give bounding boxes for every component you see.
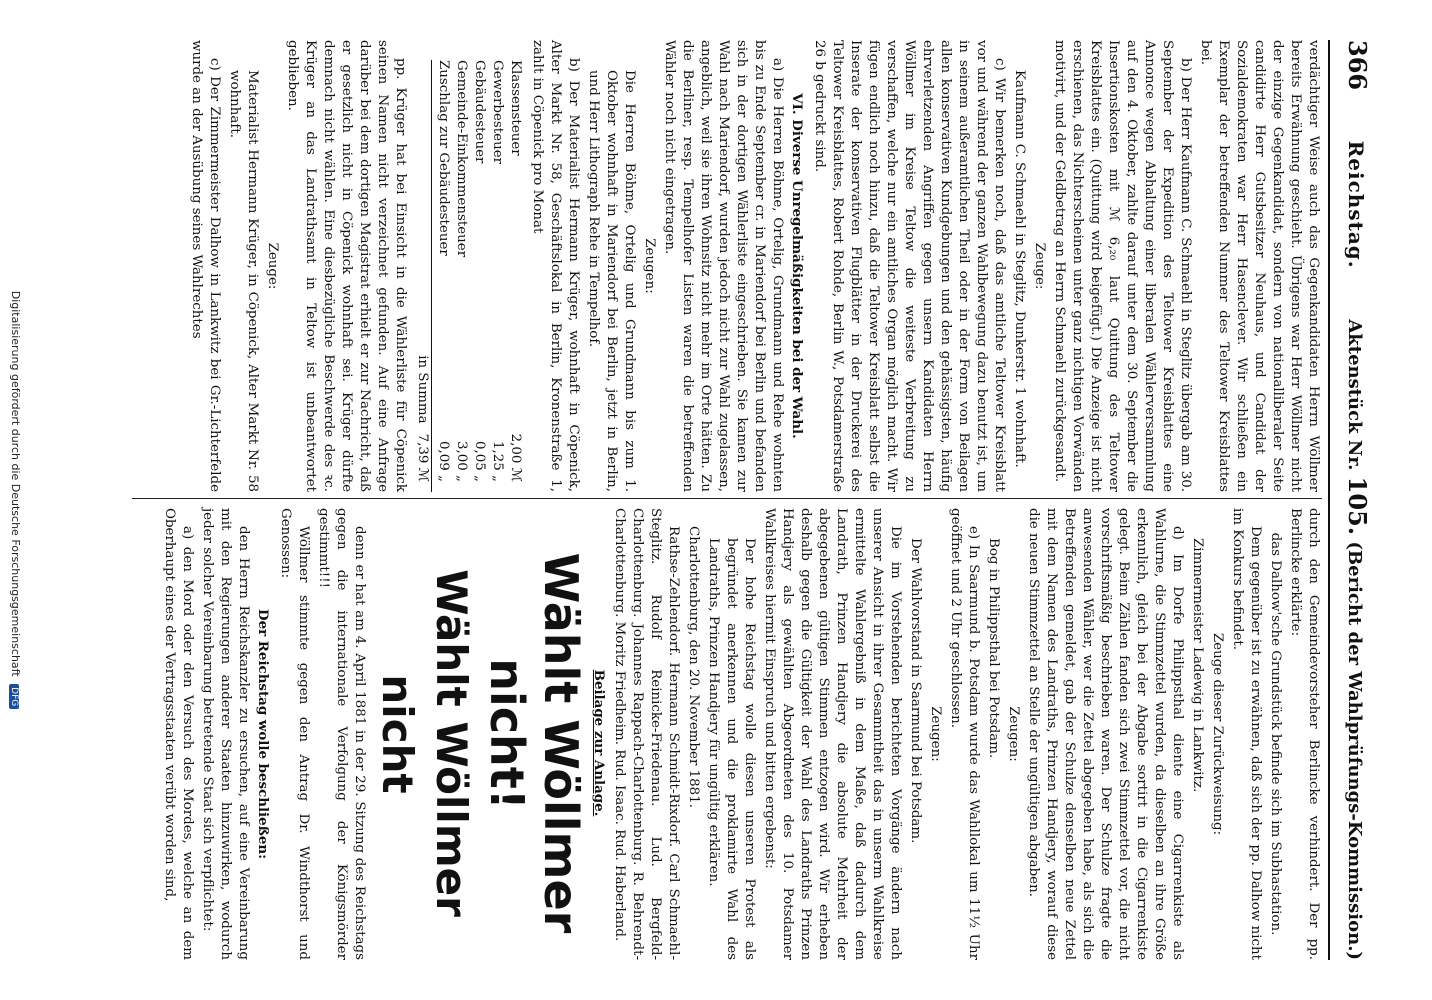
paragraph: durch den Gemeindevorsteher Berlincke verhindert. Der pp. Berlincke erklärte: bbox=[1288, 508, 1321, 960]
petition: Der hohe Reichstag wolle diesen unseren Protest als begründet anerkennen und die proklamirte Wahl des Landraths, Prinzen Handjery für ungültig erklären. bbox=[706, 538, 757, 960]
document-number: 105. bbox=[1343, 476, 1372, 536]
paragraph: c) Wir bemerken noch, daß das amtliche Teltower Kreisblatt vor und während der ganzen Wahlbewegung dazu benutzt ist, um in seinem außeramtlichen Theil oder in der Form von Beilagen allen konservativen Kundgebungen und den gehässigsten, häufig ehrverletzenden Angriffen gegen unsern Kandidaten Herrn Wöllmer im Kreise Teltow die weiteste Verbreitung zu verschaffen, welche nur ein amtliches Organ möglich macht. Wir fügen endlich noch hinzu, daß die Teltower Kreisblatt selbst die Inserate der konservativen Flugblätter in der Druckerei des Teltower Kreisblattes, Robert Rohde, Berlin W., Potsdamerstraße 26 b gedruckt sind. bbox=[812, 40, 1007, 492]
tax-total-label: in Summa bbox=[415, 355, 430, 424]
appendix-heading: Beilage zur Anlage. bbox=[591, 669, 607, 817]
tax-amount: 3,00 „ bbox=[454, 440, 469, 482]
right-column bbox=[158, 508, 1322, 960]
paragraph: a) den Mord oder den Versuch des Mordes, welche an dem Oberhaupt eines der Vertragsstaaten verübt worden sind, bbox=[162, 508, 195, 960]
tax-label: Gebäudesteuer bbox=[472, 60, 487, 164]
paragraph: b) Der Materialist Hermann Krüger, wohnhaft in Cöpenick, Alter Markt Nr. 58, Geschäftslokal in Berlin, Kronenstraße 1, zahlt in Cöpenick pro Monat bbox=[530, 40, 581, 492]
document-subtitle: (Bericht der Wahlprüfungs-Kommission.) bbox=[1344, 541, 1365, 960]
tax-row bbox=[506, 60, 524, 492]
digitization-text: Digitalisierung gefördert durch die Deutsche Forschungsgemeinschaft bbox=[9, 290, 22, 677]
witness: Materialist Hermann Krüger, in Cöpenick, Alter Markt Nr. 58 wohnhaft. bbox=[227, 70, 260, 492]
column-divider bbox=[132, 498, 1322, 499]
paragraph: a) Die Herren Böhme, Ortelig, Grundmann und Rehe wohnten bis zu Ende September cr. in Mariendorf bei Berlin und befanden sich in der dortigen Wählerliste eingeschrieben. Sie kamen zur Wahl nach Mariendorf, wurden jedoch nicht zur Wahl zugelassen, angeblich, weil sie ihren Wohnsitz nicht mehr im Orte hätten. Zu die Berliner, resp. Tempelhofer Listen waren die betreffenden Wähler noch nicht eingetragen. bbox=[662, 40, 785, 492]
tax-table bbox=[413, 60, 524, 492]
document-label: Aktenstück Nr. bbox=[1344, 319, 1365, 471]
publication-name: Reichstag. bbox=[1344, 140, 1368, 269]
witness-label: Zeuge: bbox=[1032, 242, 1047, 290]
header-rule bbox=[1328, 40, 1330, 960]
tax-amount: 2,00 ℳ bbox=[508, 433, 523, 482]
signatories: Rathse-Zehlendorf. Hermann Schmidt-Rixdorf. Carl Schmaehl-Steglitz. Rudolf Reinicke-Friedenau. Lud. Bergfeld-Charlottenburg. Johannes Rappach-Charlottenburg. R. Behrendt-Charlottenburg. Moritz Friedheim. Rud. Isaac. Rud. Haberland. bbox=[612, 508, 681, 960]
paragraph: b) Der Herr Kaufmann C. Schmaehl in Steglitz übergab am 30. September der Expedition des Teltower Kreisblattes eine Annonce wegen Abhaltung einer liberalen Wählerversammlung auf den 4. Oktober, zahlte darauf unter dem 30. September die Insertionskosten mit ℳ 6,₂₀ laut Quittung des Teltower Kreisblattes ein. (Quittung wird beigefügt.) Die Anzeige ist nicht erschienen, das Nichterscheinen unter ganz nichtigen Vorwänden motivirt, und der Geldbetrag an Herrn Schmaehl zurückgesandt. bbox=[1052, 40, 1193, 492]
witness-label: Zeuge: bbox=[265, 242, 280, 290]
document-reference bbox=[1343, 319, 1372, 960]
witness: Bog in Philippsthal bei Potsdam. bbox=[986, 538, 1001, 759]
witness: Die Herren Böhme, Ortelig und Grundmann bis zum 1. Oktober wohnhaft in Mariendorf bei Berlin, jetzt in Berlin, und Herr Lithograph Rehe in Tempelhof. bbox=[586, 70, 637, 492]
witness-label: Zeuge dieser Zurückweisung: bbox=[1210, 632, 1225, 836]
paragraph: Dem gegenüber ist zu erwähnen, daß sich der pp. Dalhow nicht im Konkurs befindet. bbox=[1230, 508, 1263, 960]
digitization-note bbox=[9, 0, 22, 1000]
paragraph: verdächtiger Weise auch das Gegenkandidaten Herrn Wöllmer bereits Erwähnung geschieht. Übrigens war Herr Wöllmer nicht der einzige Gegenkandidat, sondern von nationalliberaler Seite candidirte Herr Gutsbesitzer Neuhaus, und Candidat der Sozialdemokraten war Herr Hasenclever. Wir schließen ein Exemplar der betreffenden Nummer des Teltower Kreisblattes bei. bbox=[1198, 40, 1321, 492]
left-column bbox=[185, 40, 1322, 492]
tax-label: Gewerbesteuer bbox=[490, 60, 505, 165]
paragraph: e) In Saarmund b. Potsdam wurde das Wahllokal um 11½ Uhr geöffnet und 2 Uhr geschlossen. bbox=[948, 508, 981, 960]
tax-total bbox=[413, 60, 432, 492]
dfg-logo: DFG bbox=[9, 684, 19, 709]
tax-label: Klassensteuer bbox=[508, 60, 523, 156]
tax-amount: 1,25 „ bbox=[490, 440, 505, 482]
tax-label: Gemeinde-Einkommensteuer bbox=[454, 60, 469, 258]
resolution-heading: Der Reichstag wolle beschließen: bbox=[255, 608, 271, 860]
paragraph: denn er hat am 4. April 1881 in der 29. Sitzung des Reichstags gegen die internationale Verfolgung der Königsmörder gestimmt!!! bbox=[316, 508, 367, 960]
tax-row bbox=[434, 60, 452, 492]
page-header bbox=[1332, 40, 1372, 960]
paragraph: d) Im Dorfe Philippsthal diente eine Cigarrenkiste als Wahlurne, die Stimmzettel wurden, da dieselben an ihre Größe erkennlich, gleich bei der Abgabe sortirt in die Cigarrenkiste gelegt. Beim Zählen fanden sich zwei Stimmzettel vor, die nicht vorschriftsmäßig beschrieben waren. Der Schulze fragte die anwesenden Wähler, wer die Zettel abgegeben habe, als sich die Betreffenden gemeldet, gab der Schulze denselben neue Zettel mit dem Namen des Landraths, Prinzen Handjery, worauf diese die neuen Stimmzettel an Stelle der ungültigen abgaben. bbox=[1026, 508, 1185, 960]
paragraph: pp. Krüger hat bei Einsicht in die Wählerliste für Cöpenick seinen Namen nicht verzeichnet gefunden. Auf eine Anfrage darüber bei dem dortigen Magistrat erhielt er zur Nachricht, daß er gesetzlich nicht in Cöpenick wohnhaft sei. Krüger dürfte demnach nicht wählen. Eine diesbezügliche Beschwerde des ꝛc. Krüger an das Landrathsamt in Teltow ist unbeantwortet geblieben. bbox=[285, 40, 408, 492]
witness-label: Zeugen: bbox=[928, 706, 943, 762]
tax-row bbox=[452, 60, 470, 492]
witness: Zimmermeister Ladewig in Lankwitz. bbox=[1190, 538, 1205, 793]
witness-label: Zeugen: bbox=[1006, 706, 1021, 762]
paragraph: Wöllmer stimmte gegen den Antrag Dr. Windthorst und Genossen: bbox=[278, 508, 311, 960]
witness: Kaufmann C. Schmaehl in Steglitz, Dunkerstr. 1 wohnhaft. bbox=[1012, 70, 1027, 468]
witness-label: Zeugen: bbox=[642, 238, 657, 294]
section-heading: VI. Diverse Unregelmäßigkeiten bei der Wahl. bbox=[789, 93, 805, 439]
tax-amount: 0,09 „ bbox=[436, 440, 451, 482]
witness: Der Wahlvorstand in Saarmund bei Potsdam. bbox=[908, 538, 923, 844]
headline-secondary: Wählt Wöllmer nicht bbox=[373, 569, 476, 917]
headline: Wählt Wöllmer nicht! bbox=[480, 552, 588, 934]
paragraph: den Herrn Reichskanzler zu ersuchen, auf eine Vereinbarung mit den Regierungen anderer Staaten hinzuwirken, wodurch jeder solcher Vereinbarung betretende Staat sich verpflichtet: bbox=[200, 508, 251, 960]
tax-row bbox=[470, 60, 488, 492]
quote: das Dalhow'sche Grundstück befinde sich im Subhastation. bbox=[1268, 532, 1283, 936]
paragraph: c) Der Zimmermeister Dalhow in Lankwitz bei Gr.-Lichterfelde wurde an der Ausübung seines Wahlrechtes bbox=[189, 40, 222, 492]
tax-label: Zuschlag zur Gebäudesteuer bbox=[436, 60, 451, 256]
paragraph: Die im Vorstehenden berichteten Vorgänge ändern nach unserer Ansicht in ihrer Gesammtheit das in unserm Wahlkreise ermittelte Wahlergebniß in dem Maße, daß dadurch dem Landrath, Prinzen Handjery die absolute Mehrheit der abgegebenen gültigen Stimmen entzogen wird. Wir erheben deshalb gegen die Gültigkeit der Wahl des Landraths Prinzen Handjery als gewählten Abgeordneten des 10. Potsdamer Wahlkreises hiermit Einspruch und bitten ergebenst: bbox=[762, 508, 903, 960]
tax-amount: 0,05 „ bbox=[472, 440, 487, 482]
tax-total-amount: 7,39 ℳ bbox=[415, 433, 430, 482]
page-number: 366 bbox=[1343, 40, 1372, 91]
date-line: Charlottenburg, den 20. November 1881. bbox=[686, 526, 701, 808]
tax-row bbox=[488, 60, 506, 492]
